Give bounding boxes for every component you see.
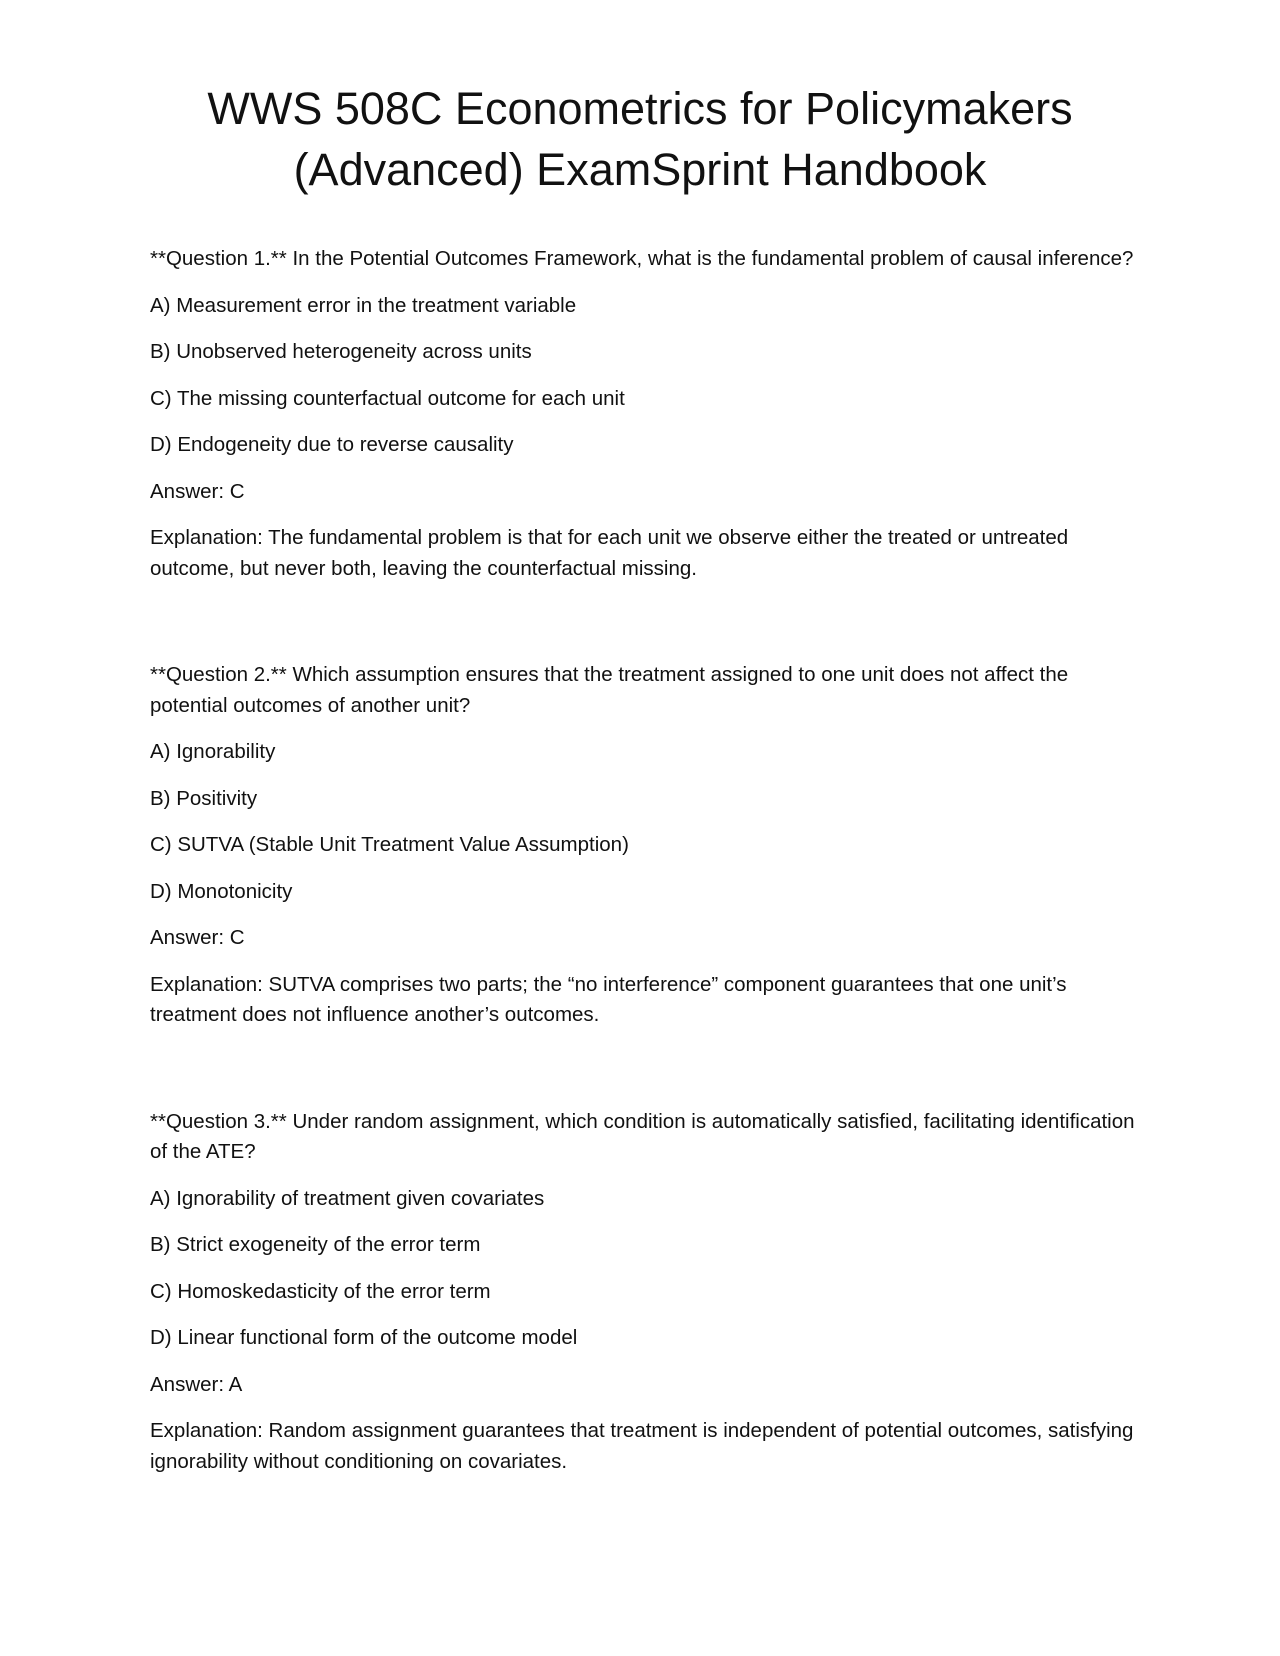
title-line-1: WWS 508C Econometrics for Policymakers <box>207 83 1073 134</box>
question-3-option-d: D) Linear functional form of the outcome model <box>150 1326 578 1349</box>
question-3 <box>150 1107 1140 1478</box>
question-2-answer: Answer: C <box>150 926 245 949</box>
question-2-option-d: D) Monotonicity <box>150 879 293 903</box>
question-3-label: **Question 3.** <box>150 1109 287 1133</box>
question-1-text <box>150 244 1140 275</box>
question-1-option-d: D) Endogeneity due to reverse causality <box>150 433 514 456</box>
question-3-prompt: Under random assignment, which condition is automatically satisfied, facilitating identification of the ATE? <box>150 1109 1135 1163</box>
question-2-explanation: Explanation: SUTVA comprises two parts; the “no interference” component guarantees that one unit’s treatment does not influence another’s outcomes. <box>150 972 1067 1026</box>
question-1-option-b: B) Unobserved heterogeneity across units <box>150 340 532 363</box>
question-1-answer: Answer: C <box>150 479 245 503</box>
question-2-option-b: B) Positivity <box>150 786 258 810</box>
question-2 <box>150 660 1140 1031</box>
question-1-option-a: A) Measurement error in the treatment variable <box>150 293 577 317</box>
title-line-2: (Advanced) ExamSprint Handbook <box>293 144 987 195</box>
question-3-explanation: Explanation: Random assignment guarantees that treatment is independent of potential outcomes, satisfying ignorability without conditioning on covariates. <box>150 1419 1134 1473</box>
question-1-prompt: In the Potential Outcomes Framework, what is the fundamental problem of causal inference? <box>292 247 1134 270</box>
question-2-option-a: A) Ignorability <box>150 740 276 763</box>
question-2-text <box>150 660 1140 721</box>
question-3-answer: Answer: A <box>150 1372 243 1396</box>
question-1-label: **Question 1.** <box>150 247 287 270</box>
question-2-prompt: Which assumption ensures that the treatment assigned to one unit does not affect the potential outcomes of another unit? <box>150 663 1069 717</box>
question-1-option-c: C) The missing counterfactual outcome for each unit <box>150 386 625 410</box>
page-title <box>150 78 1130 200</box>
question-3-option-a: A) Ignorability of treatment given covariates <box>150 1186 545 1210</box>
question-1-explanation: Explanation: The fundamental problem is that for each unit we observe either the treated or untreated outcome, but never both, leaving the counterfactual missing. <box>150 526 1069 580</box>
question-3-option-b: B) Strict exogeneity of the error term <box>150 1233 481 1256</box>
question-2-option-c: C) SUTVA (Stable Unit Treatment Value Assumption) <box>150 833 629 856</box>
question-2-label: **Question 2.** <box>150 663 287 686</box>
questions-list <box>150 244 1140 1477</box>
question-3-text <box>150 1107 1140 1168</box>
question-1 <box>150 244 1140 584</box>
question-3-option-c: C) Homoskedasticity of the error term <box>150 1279 491 1303</box>
